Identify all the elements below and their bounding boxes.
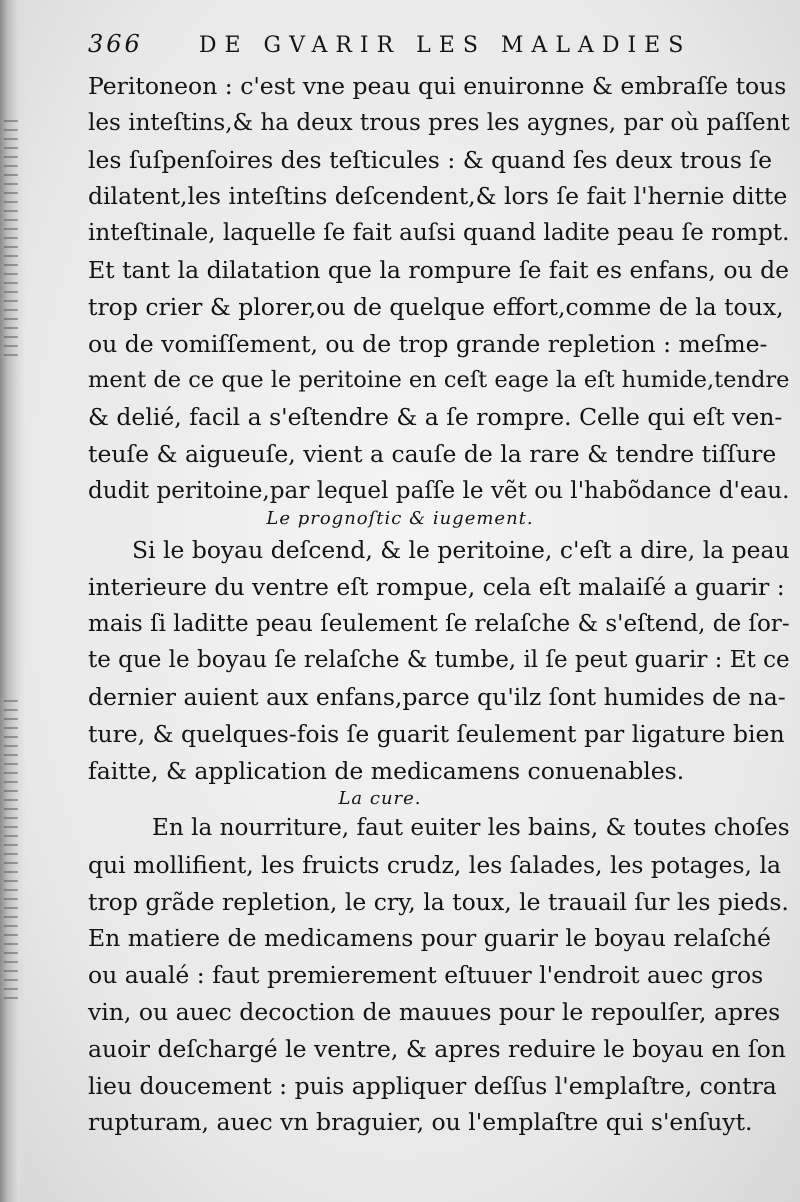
text-line: dilatent,les inteſtins deſcendent,& lors ſe fait l'hernie ditte — [88, 182, 788, 211]
text-line: trop crier & plorer,ou de quelque effort,comme de la toux, — [88, 292, 784, 321]
section-heading: La cure. — [338, 788, 422, 809]
text-line: ture, & quelques-fois ſe guarit ſeulement par ligature bien — [88, 719, 785, 748]
text-line: Si le boyau deſcend, & le peritoine, c'eſt a dire, la peau — [132, 536, 790, 564]
text-line: qui mollifient, les fruicts crudz, les ſalades, les potages, la — [88, 850, 782, 879]
text-line: Et tant la dilatation que la rompure ſe fait es enfans, ou de — [88, 255, 790, 284]
text-line: En matiere de medicamens pour guarir le boyau relaſché — [88, 924, 771, 953]
text-line: dernier auient aux enfans,parce qu'ilz ſont humides de na- — [88, 683, 786, 712]
text-line: En la nourriture, faut euiter les bains, & toutes choſes — [152, 815, 790, 841]
text-line: vin, ou auec decoction de mauues pour le repoulſer, apres — [88, 997, 781, 1026]
gutter-noise — [4, 120, 18, 360]
text-line: interieure du ventre eſt rompue, cela eſt malaiſé a guarir : — [88, 572, 785, 601]
text-line: ment de ce que le peritoine en ceſt eage la eſt humide,tendre — [88, 367, 790, 394]
text-line: & delié, facil a s'eſtendre & a ſe rompre. Celle qui eſt ven- — [88, 403, 783, 432]
paragraph-peritoneon — [88, 68, 790, 510]
paragraph-cure — [88, 810, 790, 1141]
text-line: auoir deſchargé le ventre, & apres reduire le boyau en ſon — [88, 1034, 786, 1063]
text-line: dudit peritoine,par lequel paſſe le vẽt ou l'habõdance d'eau. — [88, 477, 790, 504]
running-title: DE GVARIR LES MALADIES — [198, 33, 692, 58]
text-line: mais ſi laditte peau ſeulement ſe relaſche & s'eſtend, de ſor- — [88, 610, 790, 637]
text-line: rupturam, auec vn braguier, ou l'emplaſtre qui s'enſuyt. — [88, 1108, 753, 1137]
paragraph-prognostic — [88, 532, 790, 790]
text-line: faitte, & application de medicamens conuenables. — [88, 756, 685, 785]
text-line: trop grãde repletion, le cry, la toux, le trauail ſur les pieds. — [88, 887, 789, 916]
text-line: les ſuſpenſoires des teſticules : & quand ſes deux trous ſe — [88, 145, 772, 174]
text-line: Peritoneon : c'est vne peau qui enuironne & embraſſe tous — [88, 72, 787, 100]
text-line: ou aualé : faut premierement eſtuuer l'endroit auec gros — [88, 961, 764, 990]
gutter-noise — [4, 700, 18, 1000]
text-line: les inteſtins,& ha deux trous pres les aygnes, par où paſſent — [88, 109, 790, 136]
page-number: 366 — [88, 30, 143, 58]
section-heading: Le prognoſtic & iugement. — [266, 508, 534, 529]
text-line: teuſe & aigueuſe, vient a cauſe de la rare & tendre tiſſure — [88, 439, 777, 468]
text-line: inteſtinale, laquelle ſe fait auſsi quand ladite peau ſe rompt. — [88, 220, 790, 247]
text-line: te que le boyau ſe relaſche & tumbe, il ſe peut guarir : Et ce — [88, 647, 790, 674]
text-line: ou de vomiſſement, ou de trop grande repletion : meſme- — [88, 329, 768, 358]
page-header — [88, 30, 780, 58]
text-line: lieu doucement : puis appliquer deſſus l'emplaſtre, contra — [88, 1071, 777, 1100]
